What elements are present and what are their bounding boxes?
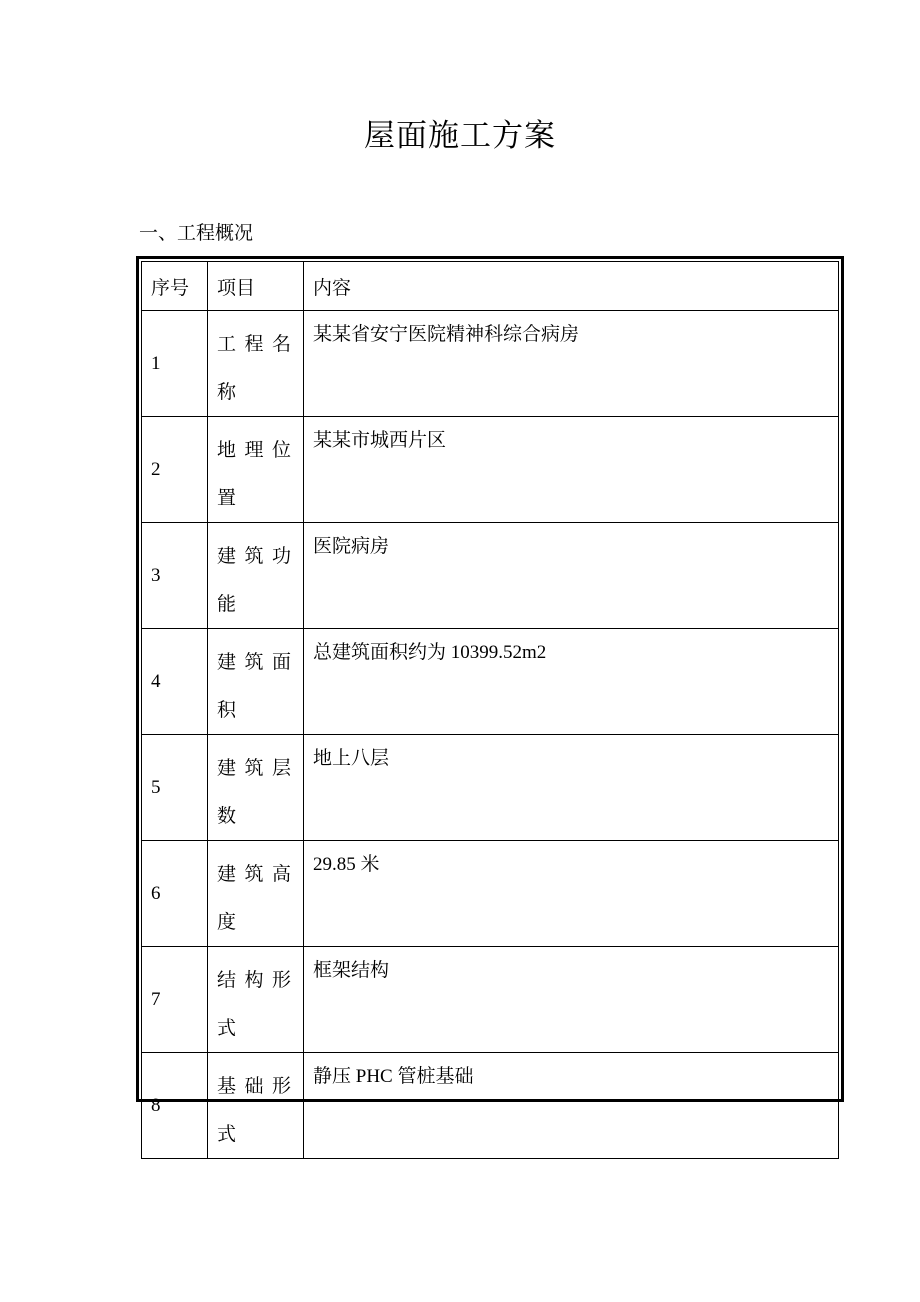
- row-item-label: 地理位置: [217, 439, 297, 509]
- row-item-cell: [208, 947, 304, 1053]
- row-content-cell: [304, 1053, 839, 1159]
- row-number-cell: [142, 629, 208, 735]
- row-number-cell: [142, 841, 208, 947]
- row-number-cell: [142, 417, 208, 523]
- row-content-cell: [304, 629, 839, 735]
- table-row: [142, 1053, 839, 1159]
- row-content-cell: [304, 523, 839, 629]
- row-content-value: 29.85 米: [313, 854, 380, 875]
- document-title: 屋面施工方案: [364, 118, 556, 154]
- row-content-cell: [304, 417, 839, 523]
- row-number-cell: [142, 735, 208, 841]
- table-row: [142, 523, 839, 629]
- row-number: 1: [151, 353, 161, 374]
- row-item-label: 工程名称: [217, 333, 297, 403]
- row-content-value: 某某省安宁医院精神科综合病房: [313, 324, 580, 345]
- row-number: 3: [151, 565, 161, 586]
- row-number: 7: [151, 989, 161, 1010]
- row-content-cell: [304, 735, 839, 841]
- row-content-value: 地上八层: [313, 748, 390, 769]
- header-cell-no: [142, 262, 208, 311]
- table-row: [142, 629, 839, 735]
- row-content-value: 某某市城西片区: [313, 430, 447, 451]
- row-item-label: 建筑层数: [217, 757, 297, 827]
- row-content-value: 总建筑面积约为 10399.52m2: [313, 642, 547, 663]
- row-item-label: 结构形式: [217, 969, 297, 1039]
- row-item-cell: [208, 417, 304, 523]
- row-number: 4: [151, 671, 161, 692]
- table-header-row: [142, 262, 839, 311]
- row-item-cell: [208, 1053, 304, 1159]
- row-item-label: 建筑面积: [217, 651, 297, 721]
- header-label: 内容: [313, 276, 352, 299]
- row-item-cell: [208, 629, 304, 735]
- table-row: [142, 947, 839, 1053]
- row-item-label: 基础形式: [217, 1075, 297, 1145]
- table-row: [142, 311, 839, 417]
- table-row: [142, 417, 839, 523]
- row-number-cell: [142, 311, 208, 417]
- row-item-label: 建筑高度: [217, 863, 297, 933]
- header-cell-content: [304, 262, 839, 311]
- project-overview-table: [141, 261, 839, 1159]
- row-content-value: 静压 PHC 管桩基础: [313, 1066, 474, 1087]
- row-number: 2: [151, 459, 161, 480]
- row-number-cell: [142, 1053, 208, 1159]
- row-item-label: 建筑功能: [217, 545, 297, 615]
- section-heading: 一、工程概况: [139, 222, 254, 244]
- row-content-value: 医院病房: [313, 536, 390, 557]
- row-content-value: 框架结构: [313, 960, 390, 981]
- header-label: 项目: [217, 276, 256, 299]
- row-number-cell: [142, 947, 208, 1053]
- row-number: 5: [151, 777, 161, 798]
- header-label: 序号: [151, 276, 190, 299]
- row-number-cell: [142, 523, 208, 629]
- row-content-cell: [304, 947, 839, 1053]
- row-number: 6: [151, 883, 161, 904]
- row-content-cell: [304, 841, 839, 947]
- row-number: 8: [151, 1095, 161, 1116]
- table-row: [142, 841, 839, 947]
- row-content-cell: [304, 311, 839, 417]
- header-cell-item: [208, 262, 304, 311]
- row-item-cell: [208, 735, 304, 841]
- row-item-cell: [208, 841, 304, 947]
- table-row: [142, 735, 839, 841]
- project-overview-table-frame: [136, 256, 844, 1145]
- row-item-cell: [208, 523, 304, 629]
- row-item-cell: [208, 311, 304, 417]
